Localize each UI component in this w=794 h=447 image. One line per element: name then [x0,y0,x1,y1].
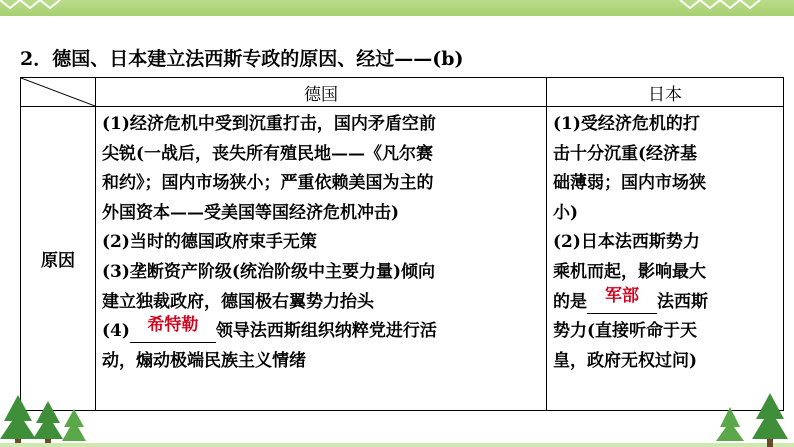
top-decoration-bar [0,0,794,16]
germany-line-2: 尖锐(一战后，丧失所有殖民地——《凡尔赛 [102,143,434,164]
answer-hitler: 希特勒 [147,315,199,336]
header-japan: 日本 [547,78,784,107]
answer-blank-army [587,285,657,314]
answer-blank-hitler [130,315,216,343]
tree-icon-left [0,395,86,447]
bottom-tree-decoration [0,387,794,447]
answer-army: 军部 [605,285,639,306]
japan-line-7 [553,285,779,318]
japan-line-3: 础薄弱；国内市场狭 [553,173,706,194]
japan-line-8: 势力(直接听命于天 [553,321,698,342]
germany-line-7: 建立独裁政府，德国极右翼势力抬头 [102,291,374,312]
japan-line-9: 皇，政府无权过问) [553,350,698,371]
comparison-table [20,77,784,411]
japan-cell [547,107,784,411]
japan-line-4: 小) [553,202,579,223]
germany-line-4: 外国资本——受美国等国经济危机冲击) [102,202,400,223]
japan-line-7-suffix: 法西斯 [657,291,708,312]
ground-strip [0,443,794,447]
germany-line-5: (2)当时的德国政府束手无策 [102,232,317,253]
japan-line-6: 乘机而起，影响最大 [553,261,706,282]
japan-line-2: 击十分沉重(经济基 [553,143,698,164]
germany-line-8-prefix: (4) [102,321,130,342]
germany-line-8-suffix: 领导法西斯组织纳粹党进行活 [215,321,437,342]
germany-line-3: 和约》；国内市场狭小；严重依赖美国为主的 [102,173,434,194]
japan-line-7-prefix: 的是 [553,291,587,312]
diagonal-line [21,78,95,106]
germany-line-1: (1)经济危机中受到沉重打击，国内矛盾空前 [102,114,436,134]
corner-cell [21,78,96,107]
germany-cell [96,107,547,411]
germany-line-8 [102,317,542,347]
germany-line-9: 动，煽动极端民族主义情绪 [102,350,306,371]
tree-icon-right [716,393,788,447]
section-heading: 2．德国、日本建立法西斯专政的原因、经过——(b) [20,48,464,70]
germany-line-6: (3)垄断资产阶级(统治阶级中主要力量)倾向 [102,261,436,282]
zigzag-pattern [0,0,794,16]
row-label-reason: 原因 [21,107,96,411]
header-germany: 德国 [96,78,547,107]
japan-line-1: (1)受经济危机的打 [553,114,700,134]
japan-line-5: (2)日本法西斯势力 [553,232,700,253]
